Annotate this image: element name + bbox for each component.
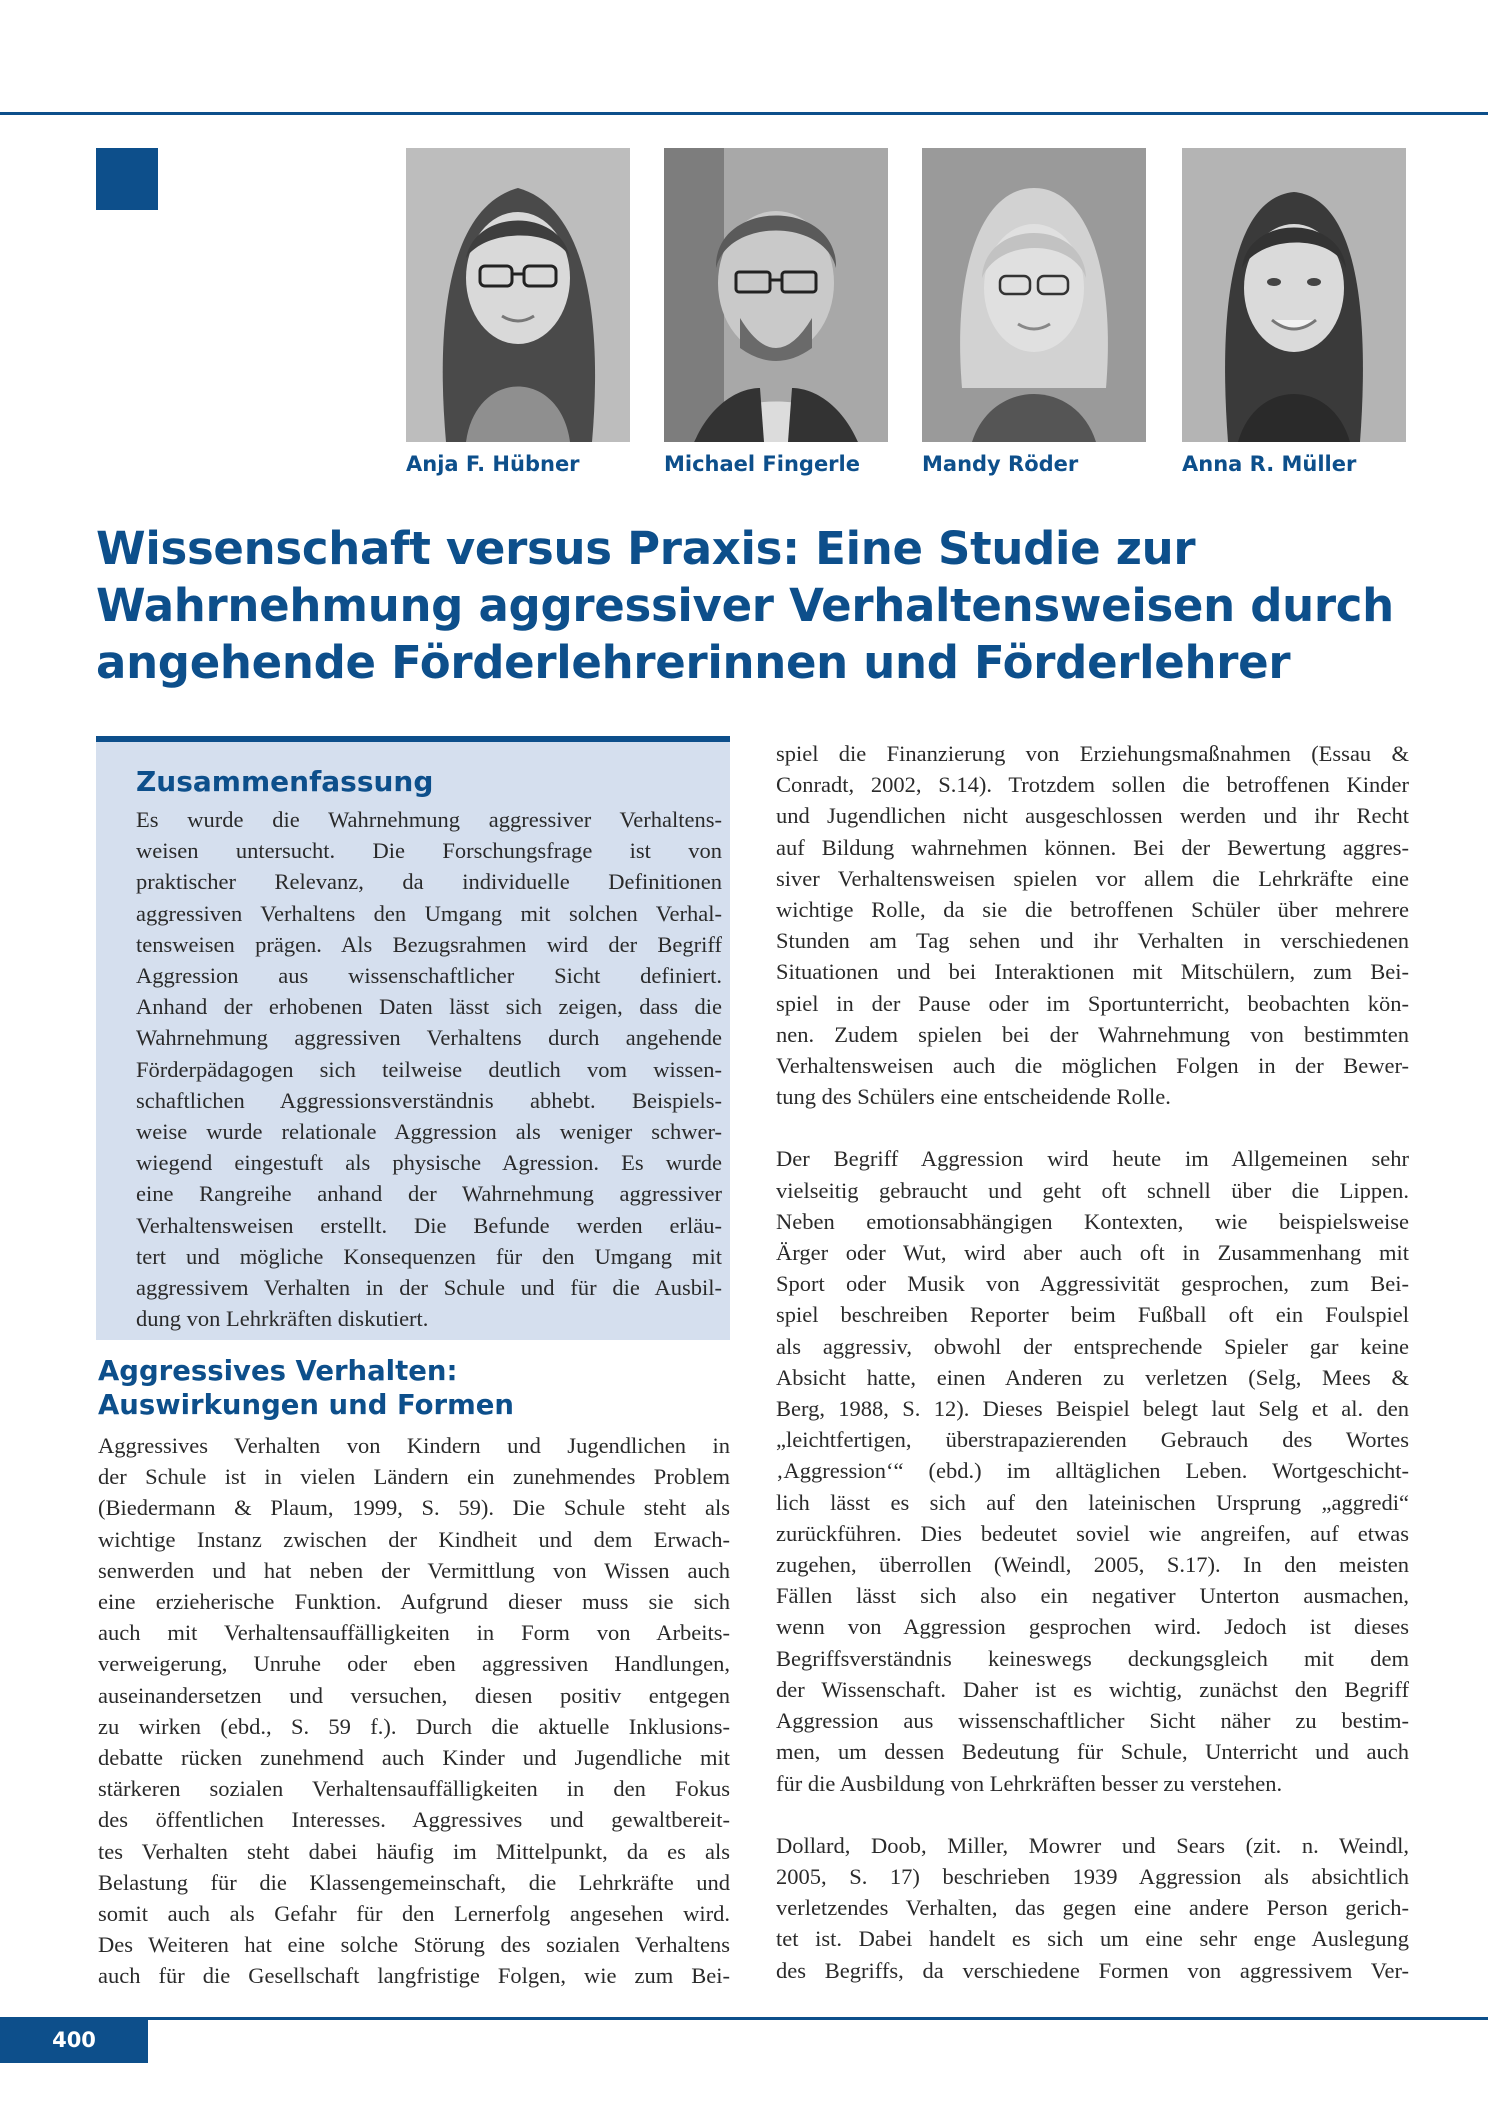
text-line: Förderpädagogen sich teilweise deutlich vom wissen- [136,1056,722,1082]
text-line: verletzendes Verhalten, das gegen eine andere Person gerich- [776,1895,1409,1921]
text-line: Conradt, 2002, S.14). Trotzdem sollen die betroffenen Kinder [776,772,1409,798]
text-line: und Jugendlichen nicht ausgeschlossen werden und ihr Recht [776,803,1409,829]
page-number: 400 [0,2017,148,2063]
text-line: schaftlichen Aggressionsverständnis abhebt. Beispiels- [136,1087,722,1113]
text-line: tert und mögliche Konsequenzen für den Umgang mit [136,1243,722,1269]
text-line: als aggressiv, obwohl der entsprechende Spieler gar keine [776,1333,1409,1359]
text-line: Absicht hatte, einen Anderen zu verletzen (Selg, Mees & [776,1364,1409,1390]
author-photo-1 [406,148,630,442]
paragraph-gap [776,1799,1409,1830]
text-line: tet ist. Dabei handelt es sich um eine sehr enge Auslegung [776,1926,1409,1952]
text-line: somit auch als Gefahr für den Lernerfolg angesehen wird. [98,1901,730,1927]
text-line: wiegend eingestuft als physische Agression. Es wurde [136,1150,722,1176]
text-line: lich lässt es sich auf den lateinischen Ursprung „aggredi“ [776,1489,1409,1515]
text-line: vielseitig gebraucht und geht oft schnell über die Lippen. [776,1177,1409,1203]
title-line: Wissenschaft versus Praxis: Eine Studie zur [96,522,1196,575]
section-marker-square [96,148,158,210]
text-line: aggressivem Verhalten in der Schule und für die Ausbil- [136,1275,722,1301]
text-line: Belastung für die Klassengemeinschaft, die Lehrkräfte und [98,1869,730,1895]
title-line: angehende Förderlehrerinnen und Förderlehrer [96,636,1291,689]
text-line: spiel die Finanzierung von Erziehungsmaßnahmen (Essau & [776,741,1409,766]
text-line: men, um dessen Bedeutung für Schule, Unterricht und auch [776,1739,1409,1765]
text-line: des öffentlichen Interesses. Aggressives und gewaltbereit- [98,1807,730,1833]
text-line: dung von Lehrkräften diskutiert. [136,1306,429,1332]
text-line: nen. Zudem spielen bei der Wahrnehmung von bestimmten [776,1021,1409,1047]
text-line: senwerden und hat neben der Vermittlung von Wissen auch [98,1557,730,1583]
text-line: wenn von Aggression gesprochen wird. Jedoch ist dieses [776,1614,1409,1640]
text-line: tes Verhalten steht dabei häufig im Mittelpunkt, da es als [98,1838,730,1864]
text-line: Aggressives Verhalten von Kindern und Jugendlichen in [98,1433,730,1458]
text-line: Sport oder Musik von Aggressivität gesprochen, zum Bei- [776,1271,1409,1297]
text-line: spiel beschreiben Reporter beim Fußball oft ein Foulspiel [776,1302,1409,1328]
text-line: tensweisen prägen. Als Bezugsrahmen wird der Begriff [136,931,722,957]
section-heading-line: Auswirkungen und Formen [98,1389,514,1421]
text-line: auseinandersetzen und versuchen, diesen positiv entgegen [98,1682,730,1708]
text-line: des Begriffs, da verschiedene Formen von aggressivem Ver- [776,1957,1409,1983]
text-line: ‚Aggression‘“ (ebd.) im alltäglichen Leben. Wortgeschicht- [776,1458,1409,1484]
text-line: wichtige Instanz zwischen der Kindheit und dem Erwach- [98,1526,730,1552]
text-line: zugehen, überrollen (Weindl, 2005, S.17). In den meisten [776,1552,1409,1578]
text-line: zurückführen. Dies bedeutet soviel wie angreifen, auf etwas [776,1520,1409,1546]
article-title [96,520,1416,691]
title-line: Wahrnehmung aggressiver Verhaltensweisen durch [96,579,1394,632]
text-line: Begriffsverständnis keineswegs deckungsgleich mit dem [776,1645,1409,1671]
text-line: Wahrnehmung aggressiven Verhaltens durch angehende [136,1025,722,1051]
author-name-3: Mandy Röder [922,452,1079,476]
text-line: wichtige Rolle, da sie die betroffenen Schüler über mehrere [776,897,1409,923]
text-line: Es wurde die Wahrnehmung aggressiver Verhaltens- [136,807,722,832]
text-line: Dollard, Doob, Miller, Mowrer und Sears (zit. n. Weindl, [776,1832,1409,1858]
text-line: verweigerung, Unruhe oder eben aggressiven Handlungen, [98,1651,730,1677]
text-line: siver Verhaltensweisen spielen vor allem die Lehrkräfte eine [776,865,1409,891]
author-photo-2 [664,148,888,442]
text-line: eine erzieherische Funktion. Aufgrund dieser muss sie sich [98,1589,730,1615]
text-line: Berg, 1988, S. 12). Dieses Beispiel belegt laut Selg et al. den [776,1396,1409,1422]
text-line: „leichtfertigen, überstrapazierenden Gebrauch des Wortes [776,1427,1409,1453]
author-photo-3 [922,148,1146,442]
text-line: auf Bildung wahrnehmen können. Bei der Bewertung aggres- [776,834,1409,860]
author-name-2: Michael Fingerle [664,452,860,476]
right-column-text [776,738,1409,1986]
abstract-box [96,736,730,1340]
text-line: weise wurde relationale Aggression als weniger schwer- [136,1119,722,1145]
text-line: spiel in der Pause oder im Sportunterricht, beobachten kön- [776,990,1409,1016]
text-line: 2005, S. 17) beschrieben 1939 Aggression als absichtlich [776,1863,1409,1889]
text-line: tung des Schülers eine entscheidende Rolle. [776,1084,1171,1110]
text-line: stärkeren sozialen Verhaltensauffälligkeiten in den Fokus [98,1776,730,1802]
text-line: praktischer Relevanz, da individuelle Definitionen [136,869,722,895]
text-line: für die Ausbildung von Lehrkräften besser zu verstehen. [776,1770,1283,1796]
text-line: Verhaltensweisen erstellt. Die Befunde werden erläu- [136,1212,722,1238]
section-heading [98,1354,730,1422]
text-line: Aggression aus wissenschaftlicher Sicht näher zu bestim- [776,1708,1409,1734]
text-line: Verhaltensweisen auch die möglichen Folgen in der Bewer- [776,1053,1409,1079]
text-line: weisen untersucht. Die Forschungsfrage ist von [136,838,722,864]
text-line: auch mit Verhaltensauffälligkeiten in Form von Arbeits- [98,1620,730,1646]
author-photo-4 [1182,148,1406,442]
paragraph-gap [776,1112,1409,1143]
section-heading-line: Aggressives Verhalten: [98,1355,458,1387]
text-line: Fällen lässt sich also ein negativer Unterton ausmachen, [776,1583,1409,1609]
left-column-text [98,1430,730,1992]
text-line: Der Begriff Aggression wird heute im Allgemeinen sehr [776,1146,1409,1172]
text-line: Des Weiteren hat eine solche Störung des sozialen Verhaltens [98,1932,730,1958]
text-line: der Wissenschaft. Daher ist es wichtig, zunächst den Begriff [776,1676,1409,1702]
bottom-rule [0,2017,1488,2020]
author-name-4: Anna R. Müller [1182,452,1357,476]
text-line: Neben emotionsabhängigen Kontexten, wie beispielsweise [776,1208,1409,1234]
abstract-heading: Zusammenfassung [136,765,434,798]
text-line: (Biedermann & Plaum, 1999, S. 59). Die Schule steht als [98,1495,730,1521]
text-line: zu wirken (ebd., S. 59 f.). Durch die aktuelle Inklusions- [98,1713,730,1739]
text-line: auch für die Gesellschaft langfristige Folgen, wie zum Bei- [98,1963,730,1989]
text-line: debatte rücken zunehmend auch Kinder und Jugendliche mit [98,1745,730,1771]
text-line: aggressiven Verhaltens den Umgang mit solchen Verhal- [136,900,722,926]
top-rule [0,112,1488,115]
text-line: Situationen und bei Interaktionen mit Mitschülern, zum Bei- [776,959,1409,985]
text-line: eine Rangreihe anhand der Wahrnehmung aggressiver [136,1181,722,1207]
text-line: Stunden am Tag sehen und ihr Verhalten in verschiedenen [776,928,1409,954]
text-line: Anhand der erhobenen Daten lässt sich zeigen, dass die [136,994,722,1020]
text-line: der Schule ist in vielen Ländern ein zunehmendes Problem [98,1464,730,1490]
author-name-1: Anja F. Hübner [406,452,580,476]
text-line: Ärger oder Wut, wird aber auch oft in Zusammenhang mit [776,1240,1409,1266]
abstract-text [136,804,722,1334]
text-line: Aggression aus wissenschaftlicher Sicht definiert. [136,963,722,989]
